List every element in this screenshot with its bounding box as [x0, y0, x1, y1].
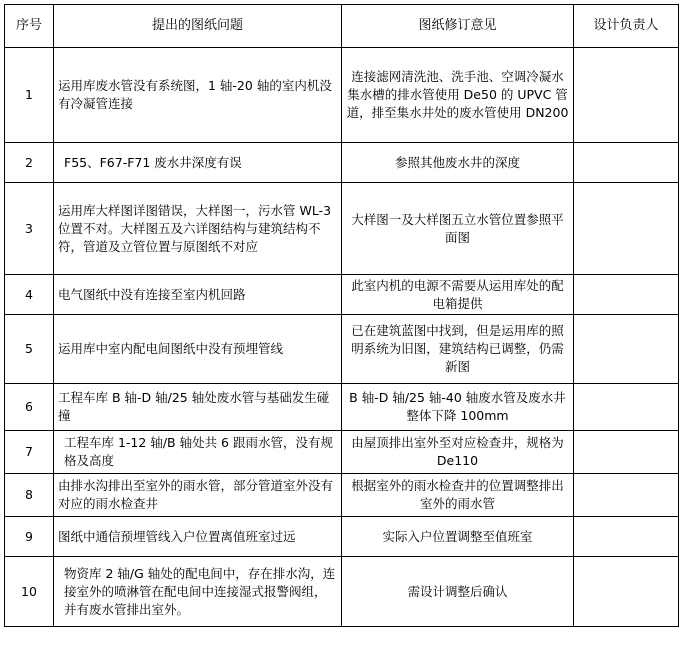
- issue-cell: 运用库废水管没有系统图，1 轴-20 轴的室内机没有冷凝管连接: [54, 48, 342, 143]
- row-number: 2: [5, 143, 54, 183]
- owner-cell: [574, 431, 679, 474]
- table-row: [5, 557, 679, 627]
- header-row: [5, 5, 679, 48]
- issue-cell: 工程车库 1-12 轴/B 轴处共 6 跟雨水管，没有规格及高度: [54, 431, 342, 474]
- row-number: 5: [5, 315, 54, 384]
- row-number: 4: [5, 275, 54, 315]
- drawing-review-table: [4, 4, 679, 627]
- revision-cell: 参照其他废水井的深度: [342, 143, 574, 183]
- row-number: 3: [5, 183, 54, 275]
- row-number: 8: [5, 474, 54, 517]
- header-revision-opinion: 图纸修订意见: [342, 5, 574, 48]
- owner-cell: [574, 474, 679, 517]
- revision-cell: 由屋顶排出室外至对应检查井，规格为 De110: [342, 431, 574, 474]
- table-row: [5, 275, 679, 315]
- owner-cell: [574, 315, 679, 384]
- header-design-owner: 设计负责人: [574, 5, 679, 48]
- issue-cell: 电气图纸中没有连接至室内机回路: [54, 275, 342, 315]
- owner-cell: [574, 384, 679, 431]
- table-row: [5, 183, 679, 275]
- issue-cell: F55、F67-F71 废水井深度有误: [54, 143, 342, 183]
- issue-cell: 物资库 2 轴/G 轴处的配电间中，存在排水沟，连接室外的喷淋管在配电间中连接湿式报警阀组，并有废水管排出室外。: [54, 557, 342, 627]
- row-number: 10: [5, 557, 54, 627]
- issue-cell: 运用库中室内配电间图纸中没有预埋管线: [54, 315, 342, 384]
- revision-cell: B 轴-D 轴/25 轴-40 轴废水管及废水井整体下降 100mm: [342, 384, 574, 431]
- row-number: 9: [5, 517, 54, 557]
- table-row: [5, 431, 679, 474]
- header-drawing-issue: 提出的图纸问题: [54, 5, 342, 48]
- revision-cell: 实际入户位置调整至值班室: [342, 517, 574, 557]
- revision-cell: 连接滤网清洗池、洗手池、空调冷凝水集水槽的排水管使用 De50 的 UPVC 管道，排至集水井处的废水管使用 DN200: [342, 48, 574, 143]
- issue-cell: 由排水沟排出至室外的雨水管，部分管道室外没有对应的雨水检查井: [54, 474, 342, 517]
- table-row: [5, 48, 679, 143]
- revision-cell: 根据室外的雨水检查井的位置调整排出室外的雨水管: [342, 474, 574, 517]
- owner-cell: [574, 143, 679, 183]
- row-number: 6: [5, 384, 54, 431]
- table-row: [5, 315, 679, 384]
- issue-cell: 工程车库 B 轴-D 轴/25 轴处废水管与基础发生碰撞: [54, 384, 342, 431]
- table-row: [5, 384, 679, 431]
- issue-cell: 运用库大样图详图错误，大样图一，污水管 WL-3 位置不对。大样图五及六详图结构与建筑结构不符，管道及立管位置与原图纸不对应: [54, 183, 342, 275]
- revision-cell: 此室内机的电源不需要从运用库处的配电箱提供: [342, 275, 574, 315]
- revision-cell: 需设计调整后确认: [342, 557, 574, 627]
- table-row: [5, 474, 679, 517]
- owner-cell: [574, 48, 679, 143]
- owner-cell: [574, 517, 679, 557]
- owner-cell: [574, 183, 679, 275]
- header-serial-number: 序号: [5, 5, 54, 48]
- row-number: 1: [5, 48, 54, 143]
- issue-cell: 图纸中通信预埋管线入户位置离值班室过远: [54, 517, 342, 557]
- owner-cell: [574, 557, 679, 627]
- row-number: 7: [5, 431, 54, 474]
- revision-cell: 大样图一及大样图五立水管位置参照平面图: [342, 183, 574, 275]
- owner-cell: [574, 275, 679, 315]
- table-row: [5, 517, 679, 557]
- table-row: [5, 143, 679, 183]
- revision-cell: 已在建筑蓝图中找到，但是运用库的照明系统为旧图，建筑结构已调整，仍需新图: [342, 315, 574, 384]
